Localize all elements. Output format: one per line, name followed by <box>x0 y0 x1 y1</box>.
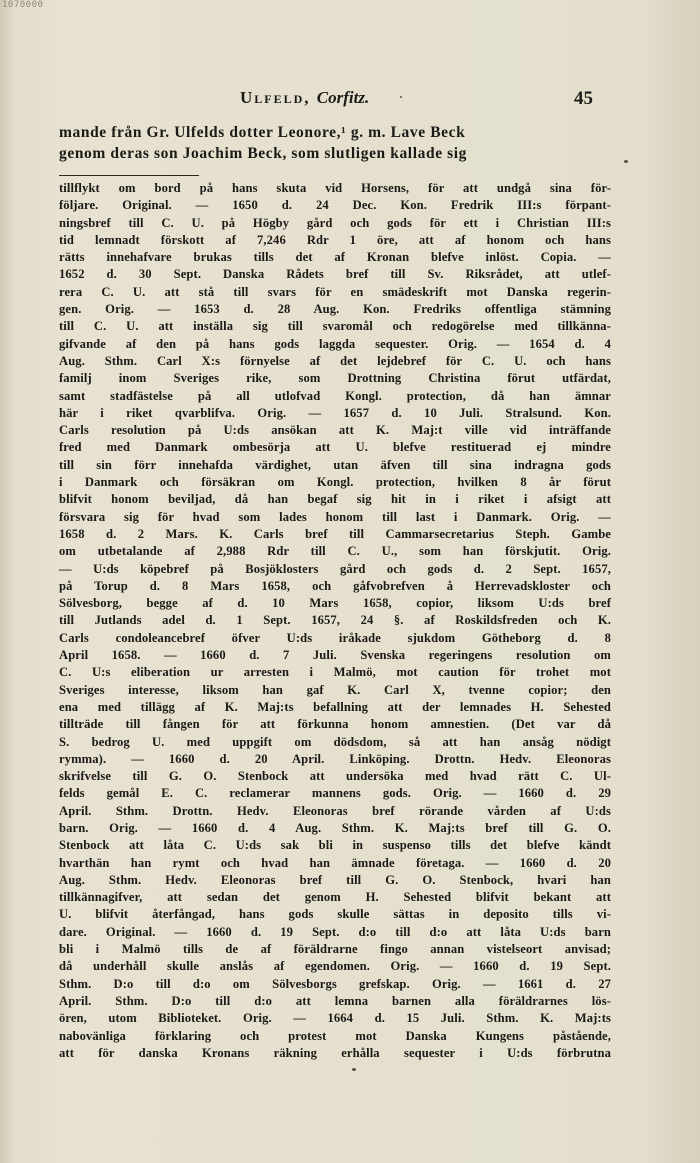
footnote-line: rera C. U. att stå till svars för en smädeskrift mot Danska regerin- <box>59 284 611 299</box>
footnote-line: till Jutlands adel d. 1 Sept. 1657, 24 §. af Roskildsfreden och K. <box>59 613 611 628</box>
footnote-line: blifvit honom beviljad, då han begaf sig hit in i riket i afsigt att <box>59 492 611 507</box>
footnote-line: — U:ds köpebref på Bosjöklosters gård och gods d. 2 Sept. 1657, <box>59 561 611 576</box>
footnote-line: U. blifvit återfångad, hans gods skulle sättas in deposito tills vi- <box>59 907 611 922</box>
footnote-line: då underhåll skulle anslås af egendomen. Orig. — 1660 d. 19 Sept. <box>59 959 611 974</box>
footnote-line: ningsbref till C. U. på Högby gård och gods för ett i Christian III:s <box>59 215 611 230</box>
footnote-line: fred med Danmark ombesörja att U. blefve restituerad ej mindre <box>59 440 611 455</box>
footnote-line: följare. Original. — 1650 d. 24 Dec. Kon. Fredrik III:s förpant- <box>59 198 611 213</box>
footnote-line: här i riket qvarblifva. Orig. — 1657 d. 10 Juli. Stralsund. Kon. <box>59 405 611 420</box>
footnote-line: gifvande af den på hans gods laggda sequester. Orig. — 1654 d. 4 <box>59 336 611 351</box>
main-text-line: mande från Gr. Ulfelds dotter Leonore,¹ g. m. Lave Beck <box>59 124 466 141</box>
page-number: 45 <box>574 88 593 109</box>
footnote-line: Aug. Sthm. Carl X:s förnyelse af det lejdebref för C. U. och hans <box>59 353 611 368</box>
footnote-line: April 1658. — 1660 d. 7 Juli. Svenska regeringens resolution om <box>59 648 611 663</box>
main-text <box>59 122 611 164</box>
footnote-line: Carls resolution på U:ds ansökan att K. Maj:t ville vid inträffande <box>59 423 611 438</box>
footnote-line: till sin förr innehafda värdighet, utan äfven till sina indragna gods <box>59 457 611 472</box>
footnote-line: nabovänliga förklaring och protest mot Danska Kungens påstående, <box>59 1028 611 1043</box>
footnote-line: på Torup d. 8 Mars 1658, och gåfvobrefven å Herrevadskloster och <box>59 578 611 593</box>
footnote-line: rymma). — 1660 d. 20 April. Linköping. Drottn. Hedv. Eleonoras <box>59 751 611 766</box>
footnote-line: Carls condoleancebref öfver U:ds iråkade sjukdom Götheborg d. 8 <box>59 630 611 645</box>
footnote-line: skrifvelse till G. O. Stenbock att undersöka med hvad rätt C. Ul- <box>59 769 611 784</box>
footnote-line: i Danmark och försäkran om Kongl. protection, hvilken 8 år förut <box>59 475 611 490</box>
running-head <box>0 88 700 112</box>
footnote-line: tillträde till fången för att förkunna honom amnestien. (Det var då <box>59 717 611 732</box>
footnote-line: att för danska Kronans räkning erhålla sequester i U:ds förbrutna <box>59 1045 611 1060</box>
footnote-line: 1658 d. 2 Mars. K. Carls bref till Cammarsecretarius Steph. Gambe <box>59 526 611 541</box>
ink-speck <box>352 1068 356 1071</box>
footnote-line: bli i Malmö tills de af föräldrarne fingo annan vistelseort anvisad; <box>59 942 611 957</box>
footnote-line: S. bedrog U. med uppgift om dödsdom, så att han ansåg nödigt <box>59 734 611 749</box>
footnote-line: tillkännagifver, att sedan det genom H. Sehested blifvit bekant att <box>59 890 611 905</box>
running-head-name: Ulfeld, <box>240 88 311 107</box>
footnote-line: gen. Orig. — 1653 d. 28 Aug. Kon. Fredriks offentliga stämning <box>59 302 611 317</box>
footnote-line: barn. Orig. — 1660 d. 4 Aug. Sthm. K. Maj:ts bref till G. O. <box>59 820 611 835</box>
running-head-name-italic: Corfitz. <box>316 88 370 107</box>
footnote-line: Sthm. D:o till d:o om Sölvesborgs grefskap. Orig. — 1661 d. 27 <box>59 976 611 991</box>
library-stamp: 1070000 <box>2 0 44 10</box>
footnote-line: om utbetalande af 2,988 Rdr till C. U., som han förskjutit. Orig. <box>59 544 611 559</box>
footnote-line: försvara sig för hvad som lades honom till last i Danmark. Orig. — <box>59 509 611 524</box>
footnote-line: Sveriges interesse, liksom han gaf K. Carl X, tvenne copior; den <box>59 682 611 697</box>
ink-speck <box>624 160 628 163</box>
footnote-line: Aug. Sthm. Hedv. Eleonoras bref till G. O. Stenbock, hvari han <box>59 872 611 887</box>
footnote-line: ören, utom Biblioteket. Orig. — 1664 d. 15 Juli. Sthm. K. Maj:ts <box>59 1011 611 1026</box>
footnote-line: Sölvesborg, begge af d. 10 Mars 1658, copior, liksom U:ds bref <box>59 596 611 611</box>
footnote-line: Stenbock att låta C. U:ds sak bli in suspenso tills det blefve kändt <box>59 838 611 853</box>
footnote-line: till C. U. att inställa sig till svaromål och redogörelse med tillkänna- <box>59 319 611 334</box>
footnote-line: felds gemål E. C. reclamerar mannens gods. Orig. — 1660 d. 29 <box>59 786 611 801</box>
footnote-line: 1652 d. 30 Sept. Danska Rådets bref till Sv. Riksrådet, att utlef- <box>59 267 611 282</box>
footnote-divider <box>59 175 199 176</box>
footnote-line: ena med tillägg af K. Maj:ts befallning att der lemnades H. Sehested <box>59 699 611 714</box>
footnote-line: familj inom Sveriges rike, som Drottning Christina förut utfärdat, <box>59 371 611 386</box>
running-head-title <box>240 88 369 108</box>
footnote-line: rätts innehafvare brukas tills det af Kronan blefve inlöst. Copia. — <box>59 250 611 265</box>
main-text-line: genom deras son Joachim Beck, som slutligen kallade sig <box>59 145 468 162</box>
footnote-line: April. Sthm. Drottn. Hedv. Eleonoras bref rörande vården af U:ds <box>59 803 611 818</box>
footnote-line: tid lemnadt förskott af 7,246 Rdr 1 öre, att af honom och hans <box>59 232 611 247</box>
footnote <box>59 180 611 1062</box>
footnote-line: tillflykt om bord på hans skuta vid Horsens, för att undgå sina för- <box>59 181 611 195</box>
footnote-line: dare. Original. — 1660 d. 19 Sept. d:o till d:o att låta U:ds barn <box>59 924 611 939</box>
ink-speck <box>400 96 402 98</box>
footnote-line: April. Sthm. D:o till d:o att lemna barnen alla föräldrarnes lös- <box>59 993 611 1008</box>
footnote-line: hvarthän han rymt och hvad han ämnade företaga. — 1660 d. 20 <box>59 855 611 870</box>
footnote-line: C. U:s eliberation ur arresten i Malmö, mot caution för trohet mot <box>59 665 611 680</box>
footnote-line: samt stadfästelse på all utlofvad Kongl. protection, då han ämnar <box>59 388 611 403</box>
